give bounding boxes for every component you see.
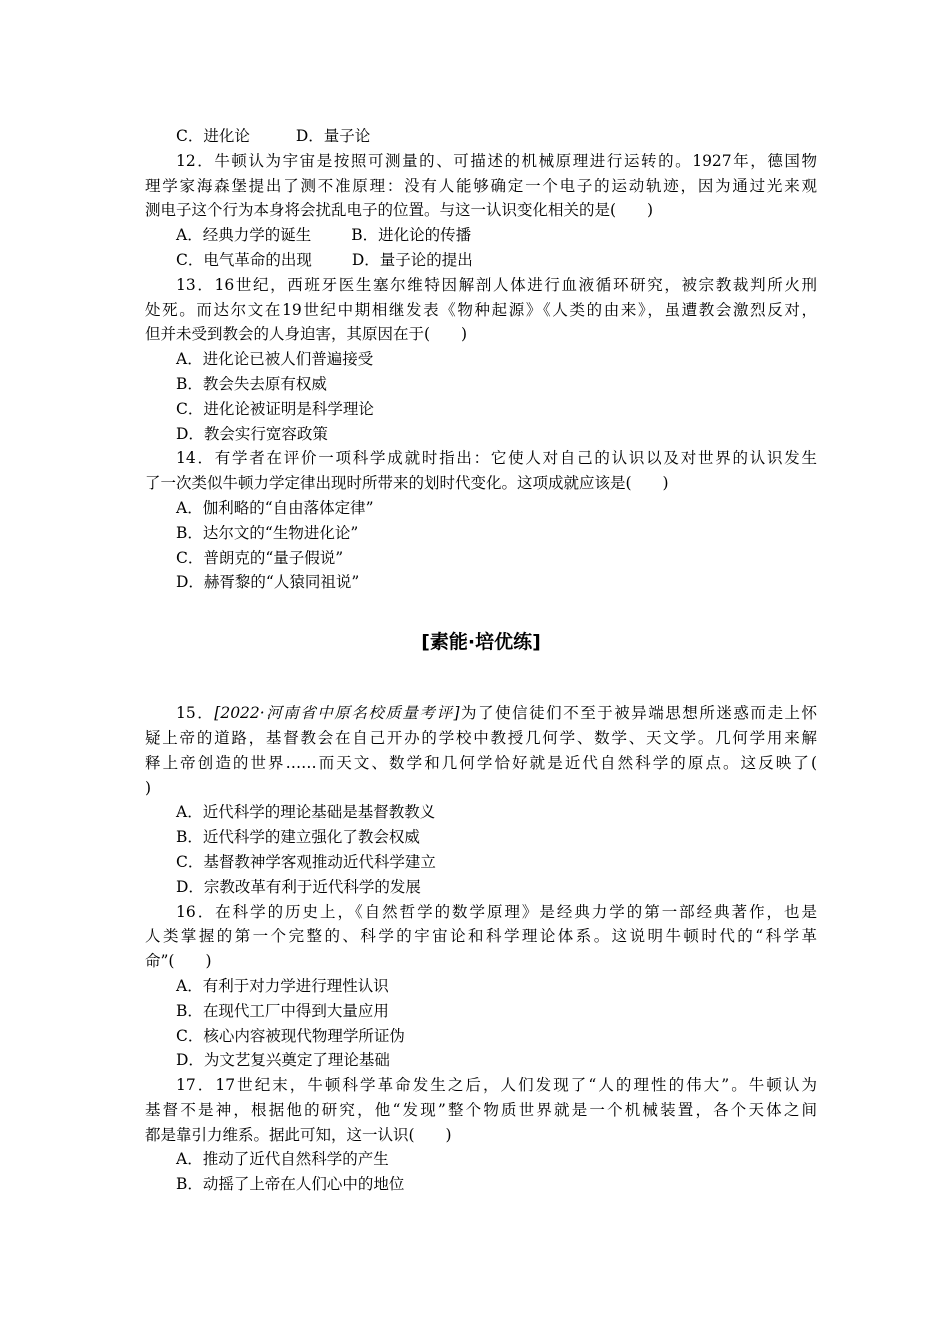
q17-stem-line: 都是靠引力维系。据此可知，这一认识( ) [145,1125,452,1144]
q16-option-b: B．在现代工厂中得到大量应用 [176,1001,389,1020]
q14-stem-line: 14．有学者在评价一项科学成就时指出：它使人对自己的认识以及对世界的认识发生 [176,449,817,468]
q13-stem-line: 13．16世纪，西班牙医生塞尔维特因解剖人体进行血液循环研究，被宗教裁判所火刑 [176,275,817,294]
q13-option-b: B．教会失去原有权威 [176,374,327,393]
question-13 [145,273,817,447]
q15-source: [2022·河南省中原名校质量考评] [214,704,460,723]
q12-option-d: D．量子论的提出 [351,250,473,269]
q16-option-d: D．为文艺复兴奠定了理论基础 [176,1051,390,1070]
q17-stem-line: 17．17世纪末，牛顿科学革命发生之后，人们发现了“人的理性的伟大”。牛顿认为 [176,1076,817,1095]
q12-stem-line: 12．牛顿认为宇宙是按照可测量的、可描述的机械原理进行运转的。1927年，德国物 [176,151,817,170]
q12-stem-line: 测电子这个行为本身将会扰乱电子的位置。与这一认识变化相关的是( ) [145,201,654,220]
q15-option-b: B．近代科学的建立强化了教会权威 [176,828,420,847]
q13-stem-line: 但并未受到教会的人身迫害，其原因在于( ) [145,325,468,344]
question-15 [145,701,817,899]
question-14 [145,446,817,595]
q14-option-d: D．赫胥黎的“人猿同祖说” [176,573,360,592]
section-title: [素能·培优练] [421,631,541,654]
q15-option-c: C．基督教神学客观推动近代科学建立 [176,852,436,871]
q16-stem-line: 命”( ) [145,952,212,971]
q11-option-c: C．进化论 [176,127,250,145]
q12-stem-line: 理学家海森堡提出了测不准原理：没有人能够确定一个电子的运动轨迹，因为通过光来观 [145,176,817,195]
q13-option-d: D．教会实行宽容政策 [176,424,328,443]
q15-option-d: D．宗教改革有利于近代科学的发展 [176,877,421,896]
q12-options-ab [145,223,817,248]
question-17 [145,1073,817,1197]
document-page [145,124,817,1197]
q12-option-c: C．电气革命的出现 [176,250,312,269]
q12-option-b: B．进化论的传播 [351,226,472,245]
q16-stem-line: 16．在科学的历史上，《自然哲学的数学原理》是经典力学的第一部经典著作，也是 [176,902,817,921]
q15-option-a: A．近代科学的理论基础是基督教教义 [176,803,436,822]
q16-option-a: A．有利于对力学进行理性认识 [176,976,389,995]
q14-option-b: B．达尔文的“生物进化论” [176,523,359,542]
q15-stem-text: 为了使信徒们不至于被异端思想所迷惑而走上怀 [459,704,817,723]
q15-stem-line: ) [145,778,152,797]
q15-stem-line [145,701,817,726]
q11-option-d: D．量子论 [295,127,371,145]
q13-option-a: A．进化论已被人们普遍接受 [176,350,374,369]
q17-option-a: A．推动了近代自然科学的产生 [176,1150,389,1169]
q15-stem-line: 疑上帝的道路，基督教会在自己开办的学校中教授几何学、数学、天文学。几何学用来解 [145,728,817,747]
q14-stem-line: 了一次类似牛顿力学定律出现时所带来的划时代变化。这项成就应该是( ) [145,474,669,493]
q12-option-a: A．经典力学的诞生 [176,226,312,245]
q13-option-c: C．进化论被证明是科学理论 [176,399,374,418]
q15-stem-line: 释上帝创造的世界……而天文、数学和几何学恰好就是近代自然科学的原点。这反映了( [145,753,817,772]
q11-options [145,124,817,149]
q16-option-c: C．核心内容被现代物理学所证伪 [176,1026,405,1045]
q13-stem-line: 处死。而达尔文在19世纪中期相继发表《物种起源》《人类的由来》，虽遭教会激烈反对， [145,300,817,319]
q17-option-b: B．动摇了上帝在人们心中的地位 [176,1175,405,1194]
q14-option-a: A．伽利略的“自由落体定律” [176,498,374,517]
question-16 [145,900,817,1074]
q14-option-c: C．普朗克的“量子假说” [176,548,344,567]
q17-stem-line: 基督不是神，根据他的研究，他“发现”整个物质世界就是一个机械装置，各个天体之间 [145,1100,817,1119]
question-12 [145,149,817,273]
q16-stem-line: 人类掌握的第一个完整的、科学的宇宙论和科学理论体系。这说明牛顿时代的“科学革 [145,927,817,946]
q15-number: 15． [176,704,215,723]
q12-options-cd [145,248,817,273]
